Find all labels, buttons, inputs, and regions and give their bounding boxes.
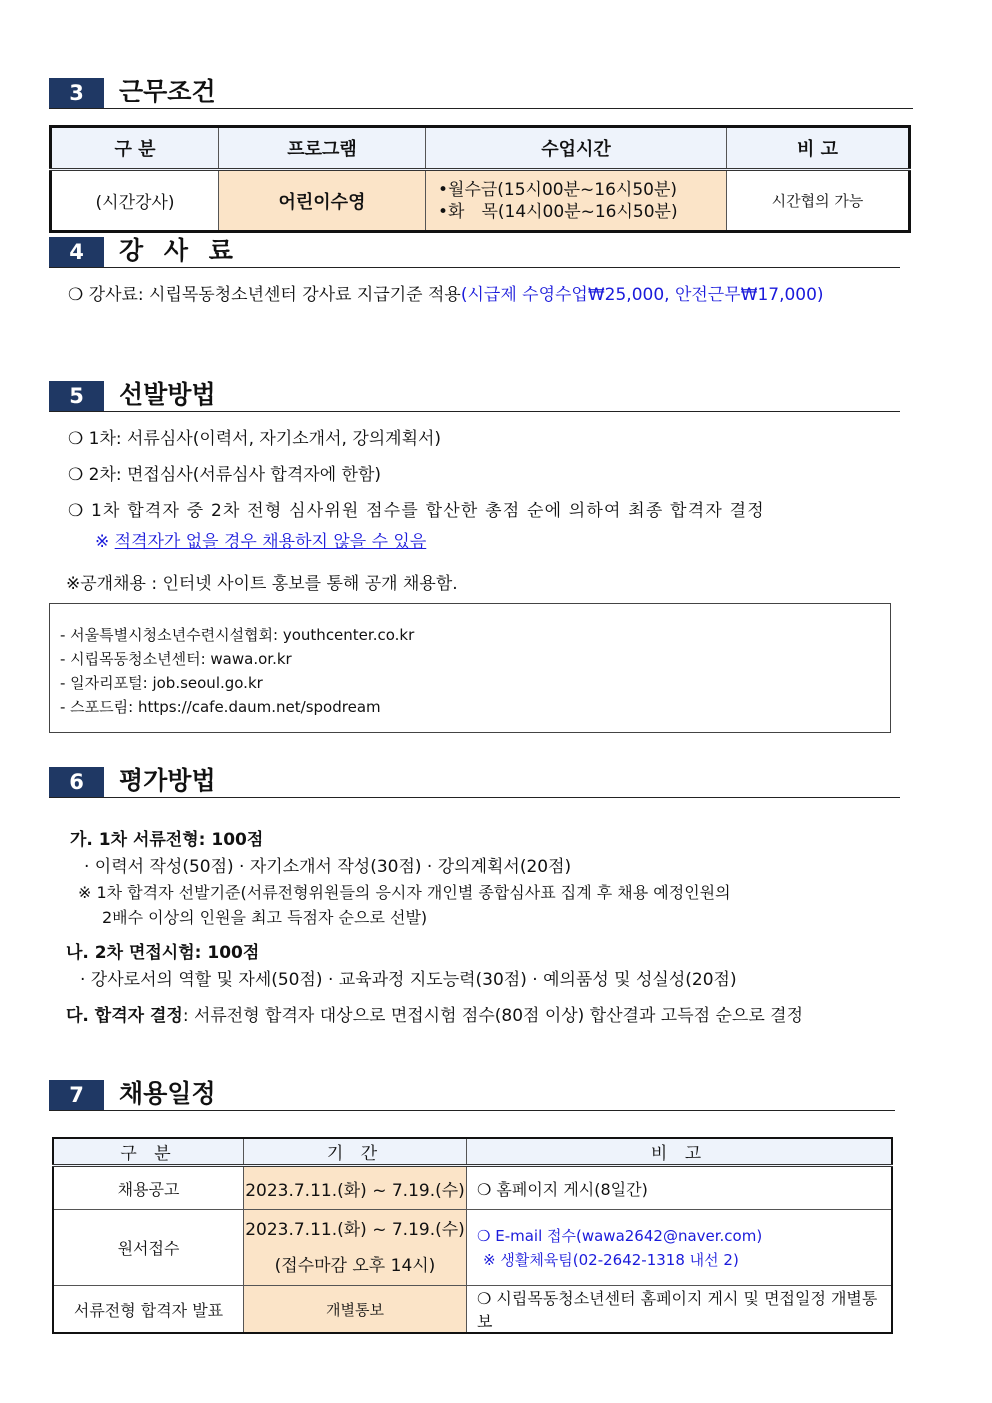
schedule-table	[52, 1137, 893, 1334]
note-mark: ※	[95, 532, 115, 552]
time-line: •월수금(15시00분~16시50분)	[438, 179, 678, 200]
stage-cell: 채용공고	[53, 1166, 244, 1210]
eval-a-items: · 이력서 작성(50점) · 자기소개서 작성(30점) · 강의계획서(20점)	[84, 857, 572, 877]
note-cell: ❍ 시립목동청소년센터 홈페이지 게시 및 면접일정 개별통보	[467, 1286, 893, 1334]
col-header: 구 분	[51, 127, 219, 170]
site-item: - 서울특별시청소년수련시설협회: youthcenter.co.kr	[60, 626, 415, 644]
section-title: 강 사 료	[119, 236, 239, 265]
note-cell	[467, 1210, 893, 1286]
section-number: 5	[49, 381, 104, 411]
deadline-text: (접수마감 오후 14시)	[274, 1255, 436, 1276]
contact-text: ※ 생활체육팀(02-2642-1318 내선 2)	[483, 1250, 739, 1269]
selection-note	[95, 531, 426, 553]
col-header: 구 분	[53, 1138, 244, 1166]
public-recruit-text: ※공개채용 : 인터넷 사이트 홍보를 통해 공개 채용함.	[66, 574, 458, 594]
col-header: 비 고	[467, 1138, 893, 1166]
time-line: •화 목(14시00분~16시50분)	[438, 201, 678, 222]
fee-line	[68, 284, 824, 306]
work-conditions-table	[49, 125, 911, 233]
section-3-header	[49, 78, 913, 109]
fee-rates: (시급제 수영수업₩25,000, 안전근무₩17,000)	[460, 285, 824, 305]
section-title: 평가방법	[119, 766, 216, 795]
selection-item: ❍ 2차: 면접심사(서류심사 합격자에 한함)	[68, 465, 381, 485]
sites-box	[49, 603, 891, 733]
period-cell	[244, 1210, 467, 1286]
section-5-header	[49, 381, 900, 412]
col-header: 비 고	[727, 127, 910, 170]
col-header: 프로그램	[219, 127, 426, 170]
period-text: 2023.7.11.(화) ~ 7.19.(수)	[245, 1219, 465, 1240]
note-text: 적격자가 없을 경우 채용하지 않을 수 있음	[114, 532, 427, 552]
type-cell: (시간강사)	[51, 170, 219, 232]
eval-a-title: 가. 1차 서류전형: 100점	[70, 830, 264, 850]
section-title: 채용일정	[119, 1079, 216, 1108]
section-title: 근무조건	[119, 77, 216, 106]
section-7-header	[49, 1080, 895, 1111]
section-4-header	[49, 237, 900, 268]
stage-cell: 원서접수	[53, 1210, 244, 1286]
eval-c-line	[66, 1005, 803, 1027]
program-cell: 어린이수영	[219, 170, 426, 232]
eval-b-items: · 강사로서의 역할 및 자세(50점) · 교육과정 지도능력(30점) · 예의품성 및 성실성(20점)	[80, 970, 737, 990]
table-row	[53, 1166, 892, 1210]
eval-c-text: : 서류전형 합격자 대상으로 면접시험 점수(80점 이상) 합산결과 고득점 순으로 결정	[182, 1006, 803, 1026]
table-row	[53, 1286, 892, 1334]
selection-item: ❍ 1차 합격자 중 2차 전형 심사위원 점수를 합산한 총점 순에 의하여 최종 합격자 결정	[68, 501, 765, 521]
table-row	[53, 1210, 892, 1286]
eval-a-note: ※ 1차 합격자 선발기준(서류전형위원들의 응시자 개인별 종합심사표 집계 후 채용 예정인원의	[78, 883, 731, 902]
site-item: - 시립목동청소년센터: wawa.or.kr	[60, 650, 292, 668]
section-number: 3	[49, 78, 104, 108]
col-header: 기 간	[244, 1138, 467, 1166]
site-item: - 스포드림: https://cafe.daum.net/spodream	[60, 698, 381, 716]
section-number: 6	[49, 767, 104, 797]
section-number: 7	[49, 1080, 104, 1110]
section-title: 선발방법	[119, 380, 216, 409]
fee-text: ❍ 강사료: 시립목동청소년센터 강사료 지급기준 적용	[68, 285, 461, 305]
period-cell: 2023.7.11.(화) ~ 7.19.(수)	[244, 1166, 467, 1210]
eval-a-note: 2배수 이상의 인원을 최고 득점자 순으로 선발)	[102, 908, 428, 927]
note-cell: ❍ 홈페이지 게시(8일간)	[467, 1166, 893, 1210]
eval-c-title: 다. 합격자 결정	[66, 1006, 183, 1026]
site-item: - 일자리포털: job.seoul.go.kr	[60, 674, 263, 692]
section-number: 4	[49, 237, 104, 267]
section-6-header	[49, 767, 900, 798]
period-cell: 개별통보	[244, 1286, 467, 1334]
note-cell: 시간협의 가능	[771, 192, 864, 210]
selection-item: ❍ 1차: 서류심사(이력서, 자기소개서, 강의계획서)	[68, 429, 442, 449]
stage-cell: 서류전형 합격자 발표	[53, 1286, 244, 1334]
email-text[interactable]: ❍ E-mail 접수(wawa2642@naver.com)	[477, 1226, 763, 1245]
time-cell	[426, 170, 727, 232]
col-header: 수업시간	[426, 127, 727, 170]
eval-b-title: 나. 2차 면접시험: 100점	[66, 943, 260, 963]
